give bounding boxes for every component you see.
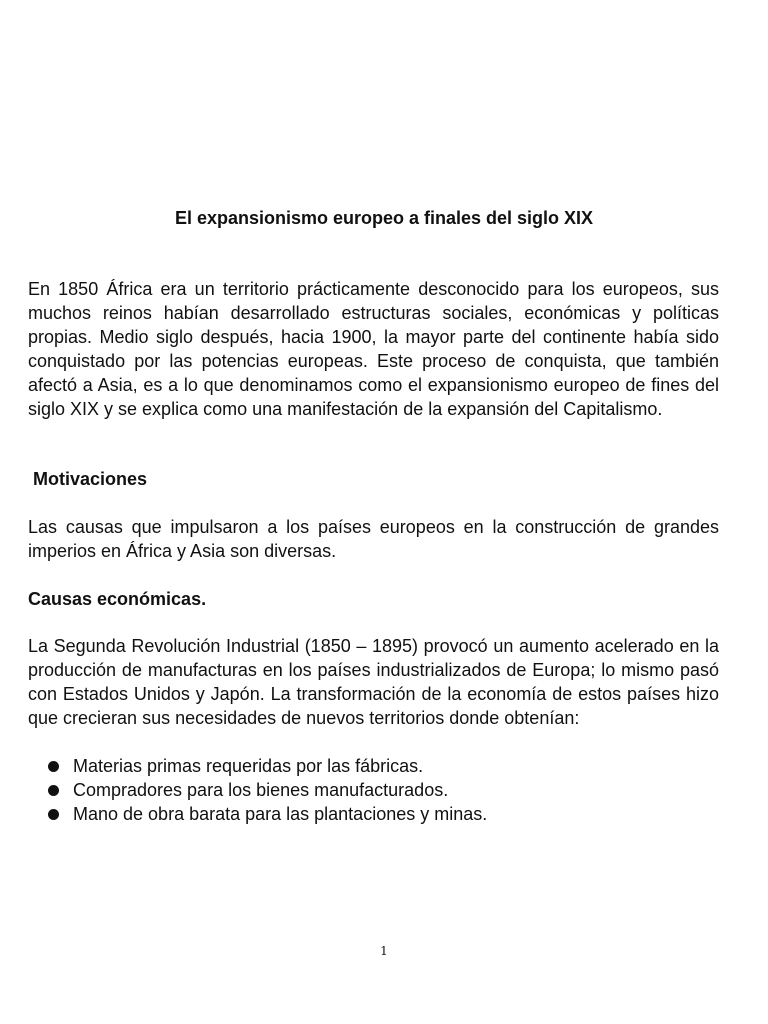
causas-economicas-heading: Causas económicas. <box>28 589 207 609</box>
motivaciones-heading: Motivaciones <box>33 469 148 489</box>
intro-paragraph: En 1850 África era un territorio prácticamente desconocido para los europeos, sus muchos reinos habían desarrollado estructuras sociales, económicas y políticas propias. Medio siglo después, hacia 1900, la mayor parte del continente había sido conquistado por las potencias europeas. Este proceso de conquista, que también afectó a Asia, es a lo que denominamos como el expansionismo europeo de fines del siglo XIX y se explica como una manifestación de la expansión del Capitalismo. <box>28 279 719 419</box>
bullet-icon <box>48 785 59 796</box>
list-item-text: Materias primas requeridas por las fábricas. <box>73 756 424 776</box>
causas-economicas-paragraph: La Segunda Revolución Industrial (1850 – 1895) provocó un aumento acelerado en la producción de manufacturas en los países industrializados de Europa; lo mismo pasó con Estados Unidos y Japón. La transformación de la economía de estos países hizo que crecieran sus necesidades de nuevos territorios donde obtenían: <box>28 636 719 728</box>
causes-bullet-list <box>46 754 487 826</box>
bullet-icon <box>48 761 59 772</box>
page-number: 1 <box>380 944 388 958</box>
document-title: El expansionismo europeo a finales del siglo XIX <box>174 208 594 228</box>
list-item <box>46 778 487 802</box>
list-item-text: Compradores para los bienes manufacturados. <box>73 780 449 800</box>
list-item <box>46 754 487 778</box>
list-item <box>46 802 487 826</box>
motivaciones-paragraph: Las causas que impulsaron a los países europeos en la construcción de grandes imperios en África y Asia son diversas. <box>28 517 719 561</box>
list-item-text: Mano de obra barata para las plantaciones y minas. <box>73 804 488 824</box>
bullet-icon <box>48 809 59 820</box>
